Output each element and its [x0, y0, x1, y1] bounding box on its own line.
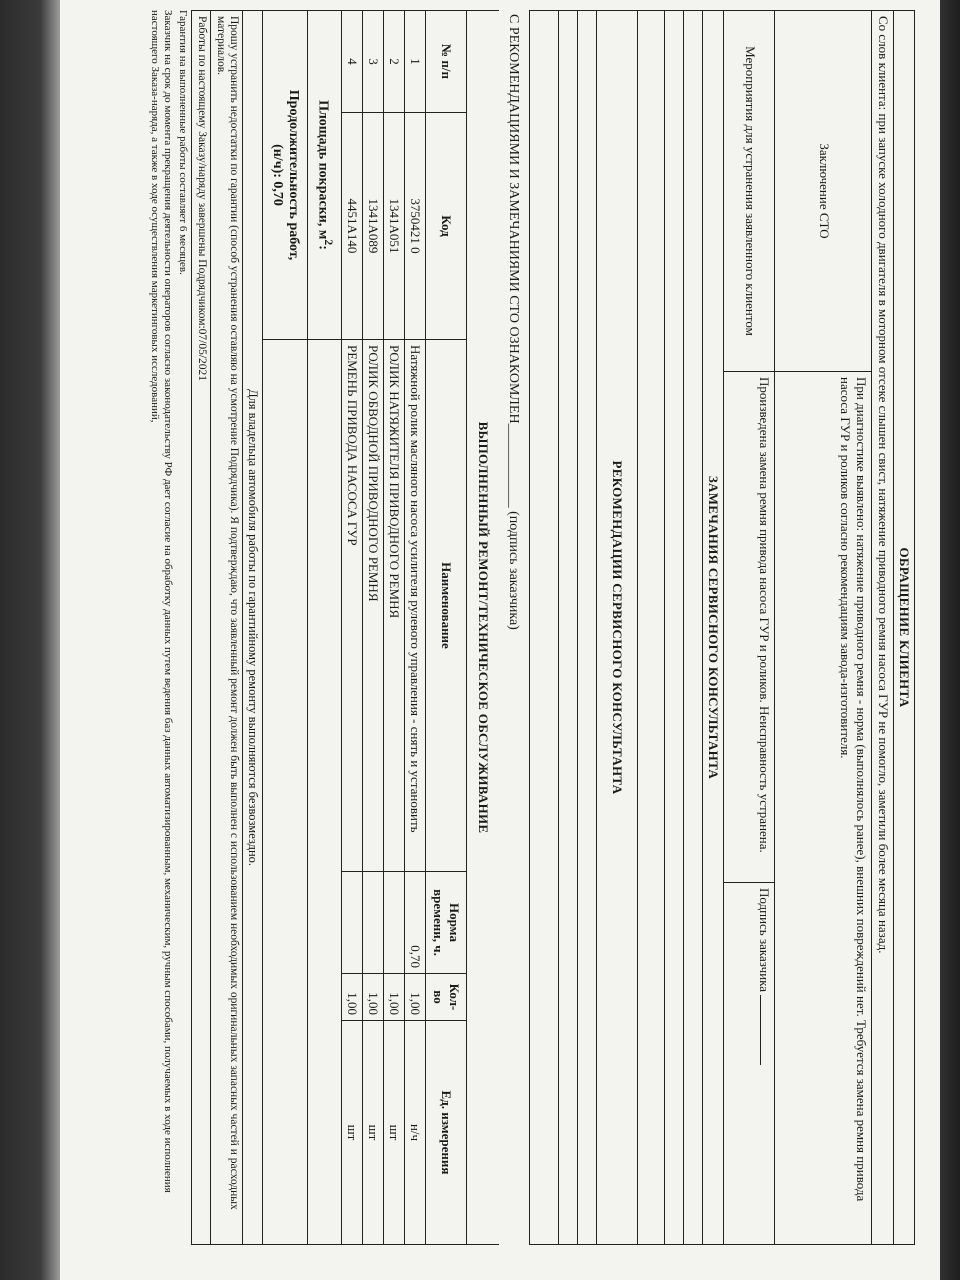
row-code: 1341A089	[363, 113, 384, 340]
warranty-request: Прошу устранить недостатки по гарантии (способ устранения оставляю на усмотрение Подрядчика). Я подтверждаю, что заявленный ремонт должен быть выполнен с использованием необходимых оригинальных запасных частей и расходных материалов.	[210, 11, 243, 1245]
row-unit: н/ч	[405, 1021, 426, 1245]
row-norm	[384, 872, 405, 974]
row-unit: шт	[384, 1021, 405, 1245]
row-code: 4451A140	[342, 113, 363, 340]
row-qty: 1,00	[363, 974, 384, 1021]
privacy-text: Заказчик на срок до момента прекращения деятельности операторов согласно законодательству РФ дает согласие на обработку данных путем ведения баз данных автоматизированным, механическим, ручным способами, получаемых в ходе исполнения настоящего Заказа-наряда, а также в ходе осуществления маркетинговых исследований,	[148, 10, 174, 1193]
consent-line[interactable]	[499, 10, 529, 1245]
table-row	[384, 11, 405, 1245]
duration-value: (н/ч): 0,70	[270, 144, 286, 206]
measures-text: Произведена замена ремня привода насоса ГУР и роликов. Неисправность устранена.	[724, 372, 775, 883]
row-qty: 1,00	[384, 974, 405, 1021]
guarantee-text: Гарантия на выполненные работы составляет 6 месяцев.	[176, 10, 189, 275]
row-num: 2	[384, 11, 405, 113]
col-header-name: Наименование	[426, 340, 467, 872]
consent-signature-line: ____________	[506, 423, 521, 508]
col-header-code: Код	[426, 113, 467, 340]
consultant-remarks-title: ЗАМЕЧАНИЯ СЕРВИСНОГО КОНСУЛЬТАНТА	[703, 11, 724, 1245]
duration-empty	[263, 340, 308, 1245]
works-table	[262, 10, 499, 1245]
table-row	[363, 11, 384, 1245]
row-norm	[342, 872, 363, 974]
col-header-num: № п/п	[426, 11, 467, 113]
row-unit: шт	[363, 1021, 384, 1245]
consultant-recommendations-blank	[530, 11, 559, 1245]
duration-label: Продолжительность работ,	[286, 89, 302, 261]
row-num: 4	[342, 11, 363, 113]
consent-signature-note: (подпись заказчика)	[506, 511, 521, 630]
customer-signature-label: Подпись заказчика	[757, 888, 773, 993]
row-norm: 0,70	[405, 872, 426, 974]
row-qty: 1,00	[342, 974, 363, 1021]
client-request-table	[529, 10, 915, 1245]
measures-label: Мероприятия для устранения заявленного клиентом	[724, 11, 775, 372]
owner-note: Для владельца автомобиля работы по гарантийному ремонту выполняются безвозмездно.	[243, 11, 263, 1245]
row-num: 3	[363, 11, 384, 113]
consultant-remarks-blank	[684, 11, 703, 1245]
sto-conclusion-label: Заключение СТО	[775, 11, 872, 372]
row-name: РЕМЕНЬ ПРИВОДА НАСОСА ГУР	[342, 340, 363, 872]
row-num: 1	[405, 11, 426, 113]
customer-signature-cell[interactable]	[724, 883, 775, 1245]
works-title: ВЫПОЛНЕННЫЙ РЕМОНТ/ТЕХНИЧЕСКОЕ ОБСЛУЖИВАНИЕ	[467, 11, 500, 1245]
col-header-norm: Норма времени, ч.	[426, 872, 467, 974]
consent-text: С РЕКОМЕНДАЦИЯМИ И ЗАМЕЧАНИЯМИ СТО ОЗНАКОМЛЕН	[506, 14, 521, 424]
consultant-remarks-blank	[665, 11, 684, 1245]
row-name: Натяжной ролик масляного насоса усилителя рулевого управления - снять и установить	[405, 340, 426, 872]
row-unit: шт	[342, 1021, 363, 1245]
row-code: 3750421 0	[405, 113, 426, 340]
rotated-document	[65, 0, 925, 1260]
row-code: 1341A051	[384, 113, 405, 340]
row-name: РОЛИК НАТЯЖИТЕЛЯ ПРИВОДНОГО РЕМНЯ	[384, 340, 405, 872]
row-qty: 1,00	[405, 974, 426, 1021]
row-norm	[363, 872, 384, 974]
col-header-unit: Ед. измерения	[426, 1021, 467, 1245]
paint-area-value	[308, 340, 342, 1245]
client-request-title: ОБРАЩЕНИЕ КЛИЕНТА	[893, 11, 914, 1245]
consultant-recommendations-title: РЕКОМЕНДАЦИИ СЕРВИСНОГО КОНСУЛЬТАНТА	[597, 11, 638, 1245]
row-name: РОЛИК ОБВОДНОЙ ПРИВОДНОГО РЕМНЯ	[363, 340, 384, 872]
table-row	[405, 11, 426, 1245]
paint-area-label: Площадь покраски, $м^2$:	[308, 11, 342, 340]
table-row	[342, 11, 363, 1245]
duration-cell	[263, 11, 308, 340]
consultant-recommendations-blank	[559, 11, 578, 1245]
footer-table	[191, 10, 262, 1245]
consultant-remarks-blank	[638, 11, 665, 1245]
col-header-qty: Кол-во	[426, 974, 467, 1021]
service-order-sheet	[147, 10, 915, 1245]
sto-conclusion-text: При диагностике выявлено: натяжение приводного ремня - норма (выполнялось ранее), внешних повреждений нет. Требуется замена ремня привода насоса ГУР и роликов согласно рекомендациям завода-изготовителя.	[775, 372, 872, 1245]
client-request-text: Со слов клиента: при запуске холодного двигателя в моторном отсеке слышен свист, натяжение приводного ремня насоса ГУР не помогло, заметили более месяца назад.	[872, 11, 893, 1245]
consultant-recommendations-blank	[578, 11, 597, 1245]
completion-date: Работы по настоящему Заказу/наряду завершены Подрядчиком:07/05/2021	[191, 11, 210, 1245]
